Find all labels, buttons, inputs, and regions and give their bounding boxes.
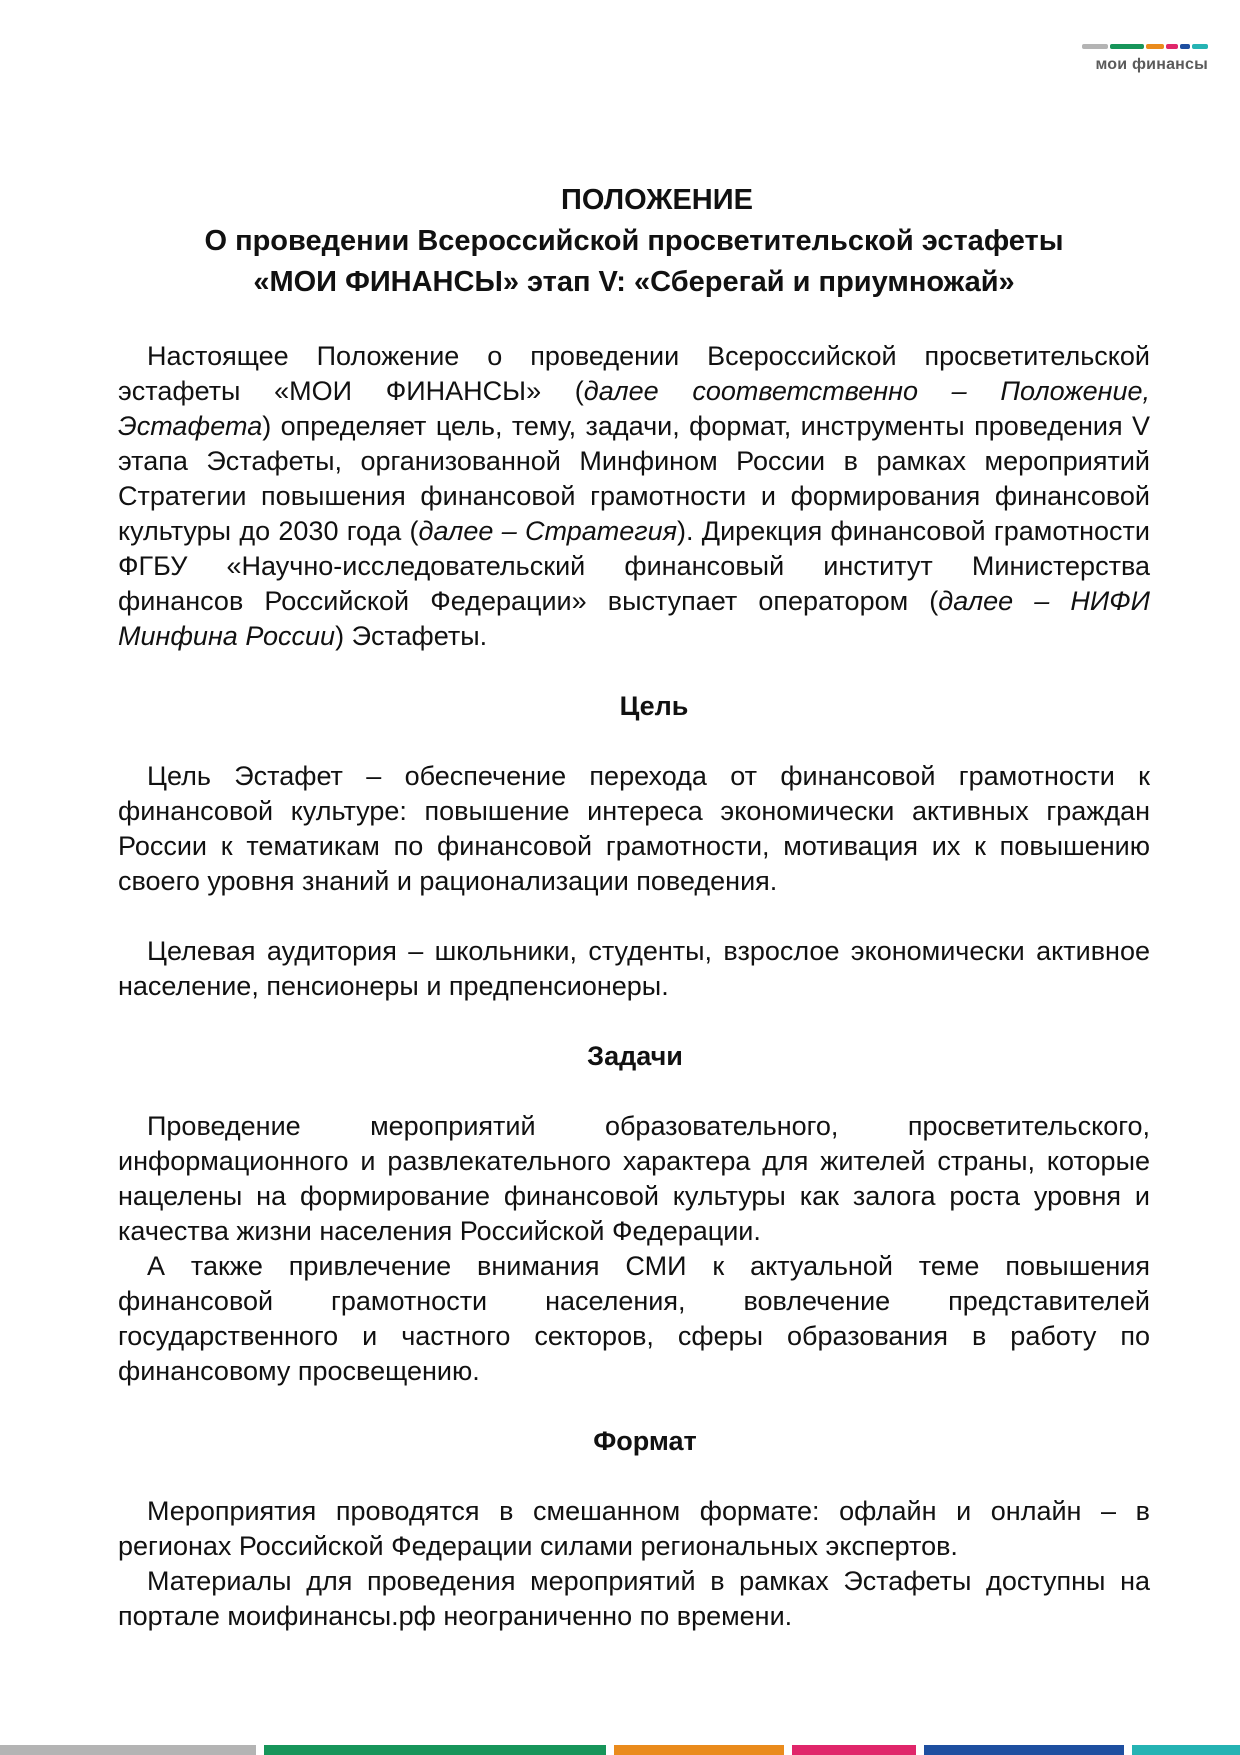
title-line-2: О проведении Всероссийской просветительской эстафеты [204, 225, 1064, 257]
logo-text: мои финансы [1095, 56, 1208, 73]
footer-stripe-orange [614, 1745, 784, 1755]
logo-stripe-blue [1180, 44, 1190, 49]
footer-stripe-grey [0, 1745, 256, 1755]
audience-paragraph: Целевая аудитория – школьники, студенты, взрослое экономически активное население, пенсионеры и предпенсионеры. [118, 936, 1150, 1001]
section-heading-format: Формат [593, 1426, 697, 1456]
intro-italic-2: далее – Стратегия [418, 516, 678, 546]
footer-color-bar [0, 1745, 1240, 1755]
logo-stripe-orange [1146, 44, 1164, 49]
logo-stripe-grey [1082, 44, 1108, 49]
document-body [118, 180, 1150, 1634]
intro-text-4: ) Эстафеты. [335, 621, 488, 651]
intro-text-2: ) определяет цель, тему, задачи, формат, инструменты проведения V этапа Эстафеты, организованной Минфином России в рамках мероприятий Стратегии повышения финансовой грамотности и формирования финансовой культуры до 2030 года ( [118, 411, 1150, 546]
footer-stripe-green [264, 1745, 606, 1755]
goal-paragraph: Цель Эстафет – обеспечение перехода от финансовой грамотности к финансовой культуре: повышение интереса экономически активных граждан России к тематикам по финансовой грамотности, мотивация их к повышению своего уровня знаний и рационализации поведения. [118, 761, 1150, 896]
format-paragraph-2: Материалы для проведения мероприятий в рамках Эстафеты доступны на портале моифинансы.рф неограниченно по времени. [118, 1566, 1150, 1631]
tasks-paragraph-2: А также привлечение внимания СМИ к актуальной теме повышения финансовой грамотности населения, вовлечение представителей государственного и частного секторов, сферы образования в работу по финансовому просвещению. [118, 1251, 1150, 1386]
title-line-3: «МОИ ФИНАНСЫ» этап V: «Сберегай и приумножай» [253, 266, 1015, 298]
logo-stripe-pink [1166, 44, 1178, 49]
footer-stripe-teal [1132, 1745, 1240, 1755]
intro-text-3: ). Дирекция финансовой грамотности ФГБУ «Научно-исследовательский финансовый институт Министерства финансов Российской Федерации» выступает оператором ( [118, 516, 1150, 616]
intro-italic-1: далее соответственно – Положение, Эстафета [118, 376, 1150, 441]
section-heading-tasks: Задачи [587, 1041, 683, 1071]
logo-color-bar [1082, 44, 1208, 49]
title-line-1: ПОЛОЖЕНИЕ [561, 184, 753, 216]
footer-stripe-pink [792, 1745, 916, 1755]
tasks-paragraph-1: Проведение мероприятий образовательного, просветительского, информационного и развлекательного характера для жителей страны, которые нацелены на формирование финансовой культуры как залога роста уровня и качества жизни населения Российской Федерации. [118, 1111, 1150, 1246]
intro-italic-3: далее – НИФИ Минфина России [118, 586, 1150, 651]
section-heading-goal: Цель [619, 691, 689, 721]
format-paragraph-1: Мероприятия проводятся в смешанном формате: офлайн и онлайн – в регионах Российской Федерации силами региональных экспертов. [118, 1496, 1150, 1561]
footer-stripe-blue [924, 1745, 1124, 1755]
document-title [118, 180, 1150, 303]
logo-stripe-teal [1192, 44, 1208, 49]
intro-text-1: Настоящее Положение о проведении Всероссийской просветительской эстафеты «МОИ ФИНАНСЫ» ( [118, 341, 1150, 406]
brand-logo [1082, 44, 1208, 74]
logo-stripe-green [1110, 44, 1144, 49]
intro-paragraph [118, 339, 1150, 654]
